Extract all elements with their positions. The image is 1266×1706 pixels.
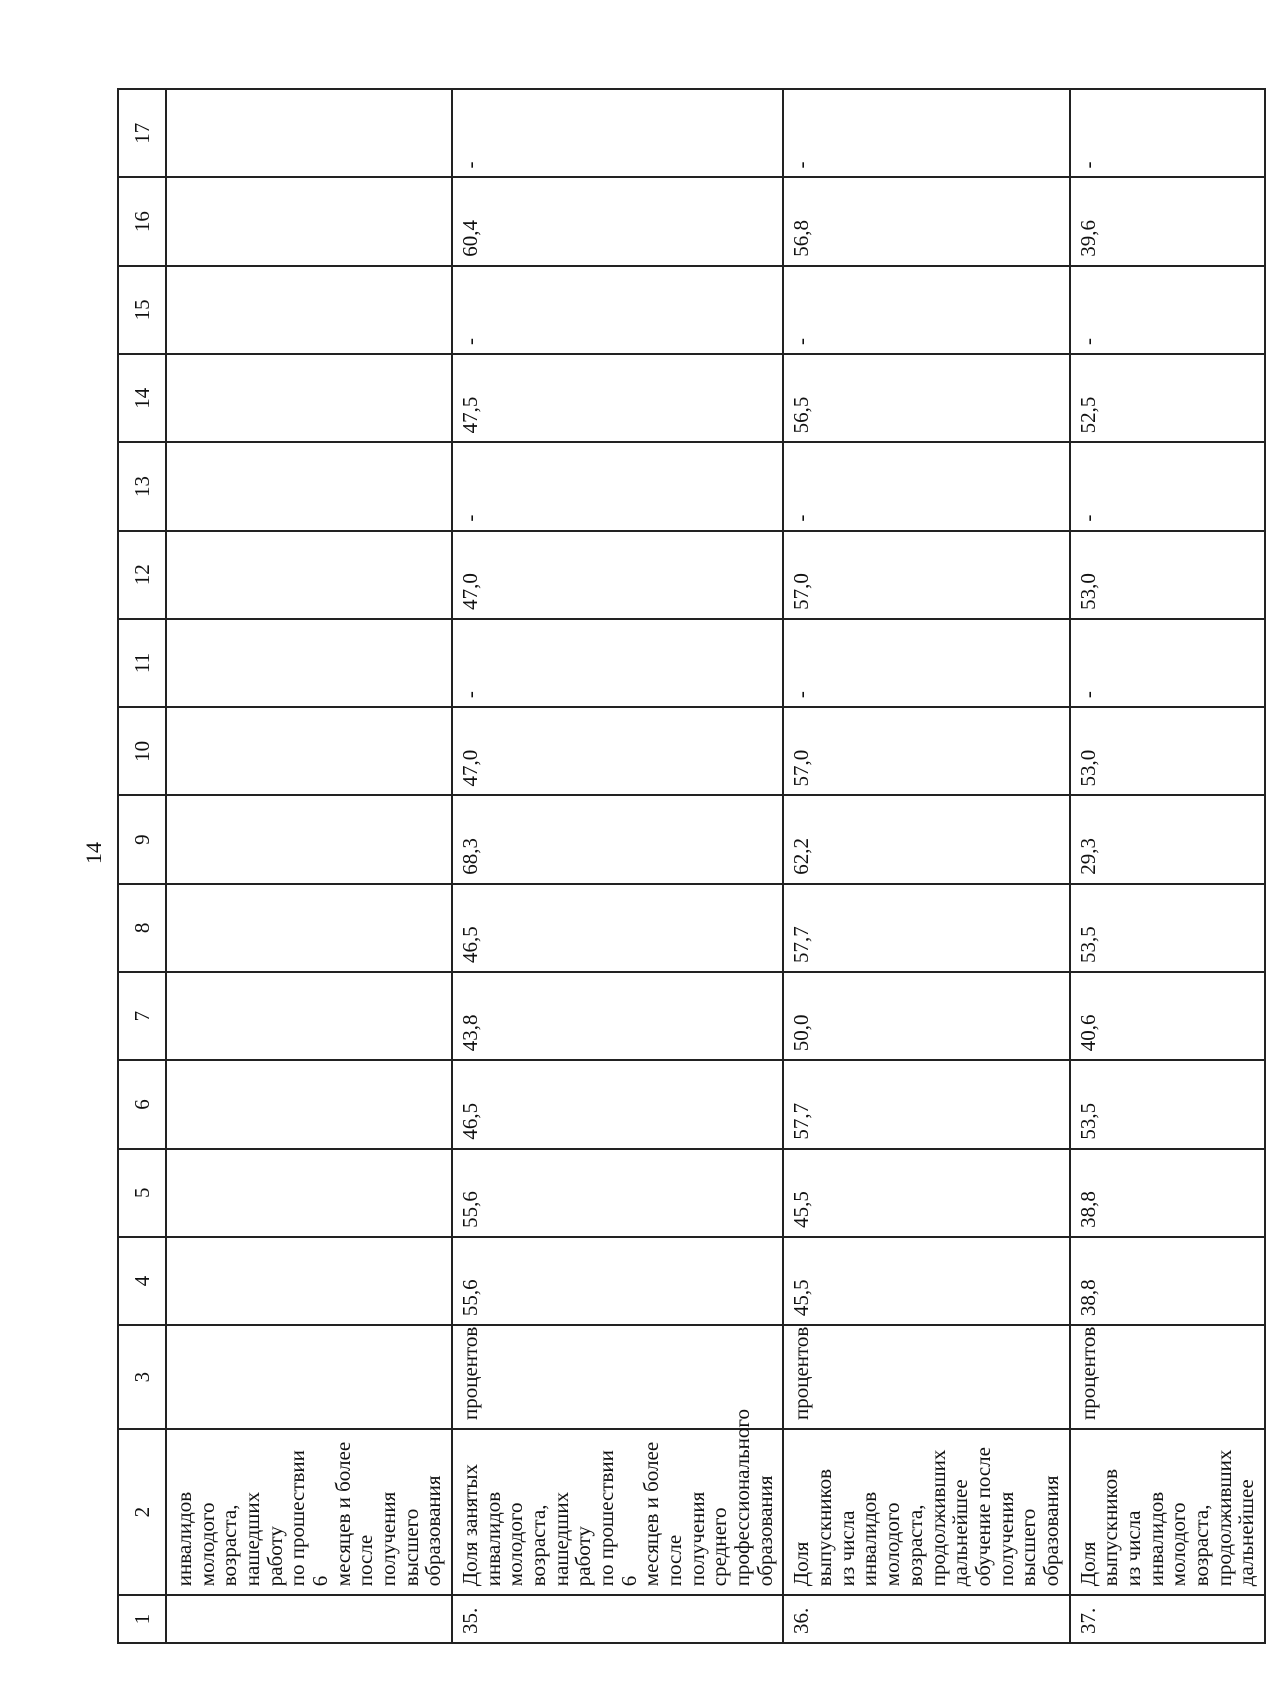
table-row: [1070, 89, 1265, 1643]
value-cell: -: [1070, 89, 1265, 177]
value-cell: -: [783, 89, 1069, 177]
column-header: 7: [118, 972, 166, 1060]
column-header: 14: [118, 354, 166, 442]
unit-cell: процентов: [452, 1325, 783, 1429]
row-number: [166, 1595, 452, 1643]
column-header: 8: [118, 884, 166, 972]
column-header: 17: [118, 89, 166, 177]
value-cell: 47,0: [452, 707, 783, 795]
column-header: 4: [118, 1237, 166, 1325]
column-header: 15: [118, 266, 166, 354]
column-header: 3: [118, 1325, 166, 1429]
value-cell: -: [452, 266, 783, 354]
value-cell: 47,0: [452, 531, 783, 619]
value-cell: 57,0: [783, 707, 1069, 795]
value-cell: 53,5: [1070, 1060, 1265, 1148]
value-cell: -: [1070, 266, 1265, 354]
table-row: [452, 89, 783, 1643]
value-cell: 46,5: [452, 884, 783, 972]
value-cell: 52,5: [1070, 354, 1265, 442]
value-cell: 55,6: [452, 1237, 783, 1325]
table-container: [117, 88, 1259, 1644]
unit-cell: процентов: [1070, 1325, 1265, 1429]
value-cell: 29,3: [1070, 795, 1265, 883]
row-number: 35.: [452, 1595, 783, 1643]
value-cell: -: [452, 89, 783, 177]
value-cell: -: [783, 266, 1069, 354]
column-header: 6: [118, 1060, 166, 1148]
value-cell: -: [1070, 619, 1265, 707]
indicator-name: Доля выпускников из числа инвалидов молодого возраста, продолживших дальнейшее: [1070, 1429, 1265, 1595]
value-cell: 45,5: [783, 1149, 1069, 1237]
page-number: 14: [81, 842, 106, 864]
column-header: 1: [118, 1595, 166, 1643]
value-cell: [166, 707, 452, 795]
value-cell: [166, 531, 452, 619]
value-cell: [166, 1060, 452, 1148]
value-cell: 47,5: [452, 354, 783, 442]
indicator-name: инвалидов молодого возраста, нашедших работу по прошествии 6 месяцев и более после получения высшего образования: [166, 1429, 452, 1595]
value-cell: -: [783, 619, 1069, 707]
column-header: 12: [118, 531, 166, 619]
value-cell: 43,8: [452, 972, 783, 1060]
value-cell: -: [452, 442, 783, 530]
column-header: 5: [118, 1149, 166, 1237]
value-cell: 50,0: [783, 972, 1069, 1060]
unit-cell: процентов: [783, 1325, 1069, 1429]
value-cell: [166, 795, 452, 883]
value-cell: 62,2: [783, 795, 1069, 883]
value-cell: [166, 354, 452, 442]
value-cell: [166, 442, 452, 530]
value-cell: [166, 177, 452, 265]
value-cell: [166, 89, 452, 177]
value-cell: 60,4: [452, 177, 783, 265]
column-header: 9: [118, 795, 166, 883]
value-cell: 53,0: [1070, 531, 1265, 619]
column-header: 2: [118, 1429, 166, 1595]
value-cell: -: [452, 619, 783, 707]
value-cell: -: [1070, 442, 1265, 530]
column-header: 16: [118, 177, 166, 265]
value-cell: 38,8: [1070, 1237, 1265, 1325]
indicators-table: [117, 88, 1266, 1644]
value-cell: 55,6: [452, 1149, 783, 1237]
value-cell: 38,8: [1070, 1149, 1265, 1237]
indicator-name: Доля занятых инвалидов молодого возраста, нашедших работу по прошествии 6 месяцев и более после получения среднего профессионального образования: [452, 1429, 783, 1595]
row-number: 37.: [1070, 1595, 1265, 1643]
value-cell: [166, 972, 452, 1060]
header-row: [118, 89, 166, 1643]
indicator-name: Доля выпускников из числа инвалидов молодого возраста, продолживших дальнейшее обучение после получения высшего образования: [783, 1429, 1069, 1595]
value-cell: 56,8: [783, 177, 1069, 265]
column-header: 13: [118, 442, 166, 530]
value-cell: [166, 266, 452, 354]
unit-cell: [166, 1325, 452, 1429]
value-cell: 40,6: [1070, 972, 1265, 1060]
column-header: 10: [118, 707, 166, 795]
value-cell: 53,5: [1070, 884, 1265, 972]
value-cell: [166, 1237, 452, 1325]
value-cell: 45,5: [783, 1237, 1069, 1325]
value-cell: -: [783, 442, 1069, 530]
value-cell: [166, 1149, 452, 1237]
table-row: [166, 89, 452, 1643]
value-cell: [166, 884, 452, 972]
value-cell: 57,0: [783, 531, 1069, 619]
value-cell: 53,0: [1070, 707, 1265, 795]
table-row: [783, 89, 1069, 1643]
row-number: 36.: [783, 1595, 1069, 1643]
value-cell: 46,5: [452, 1060, 783, 1148]
value-cell: 56,5: [783, 354, 1069, 442]
value-cell: 39,6: [1070, 177, 1265, 265]
value-cell: 57,7: [783, 1060, 1069, 1148]
column-header: 11: [118, 619, 166, 707]
value-cell: [166, 619, 452, 707]
value-cell: 57,7: [783, 884, 1069, 972]
value-cell: 68,3: [452, 795, 783, 883]
